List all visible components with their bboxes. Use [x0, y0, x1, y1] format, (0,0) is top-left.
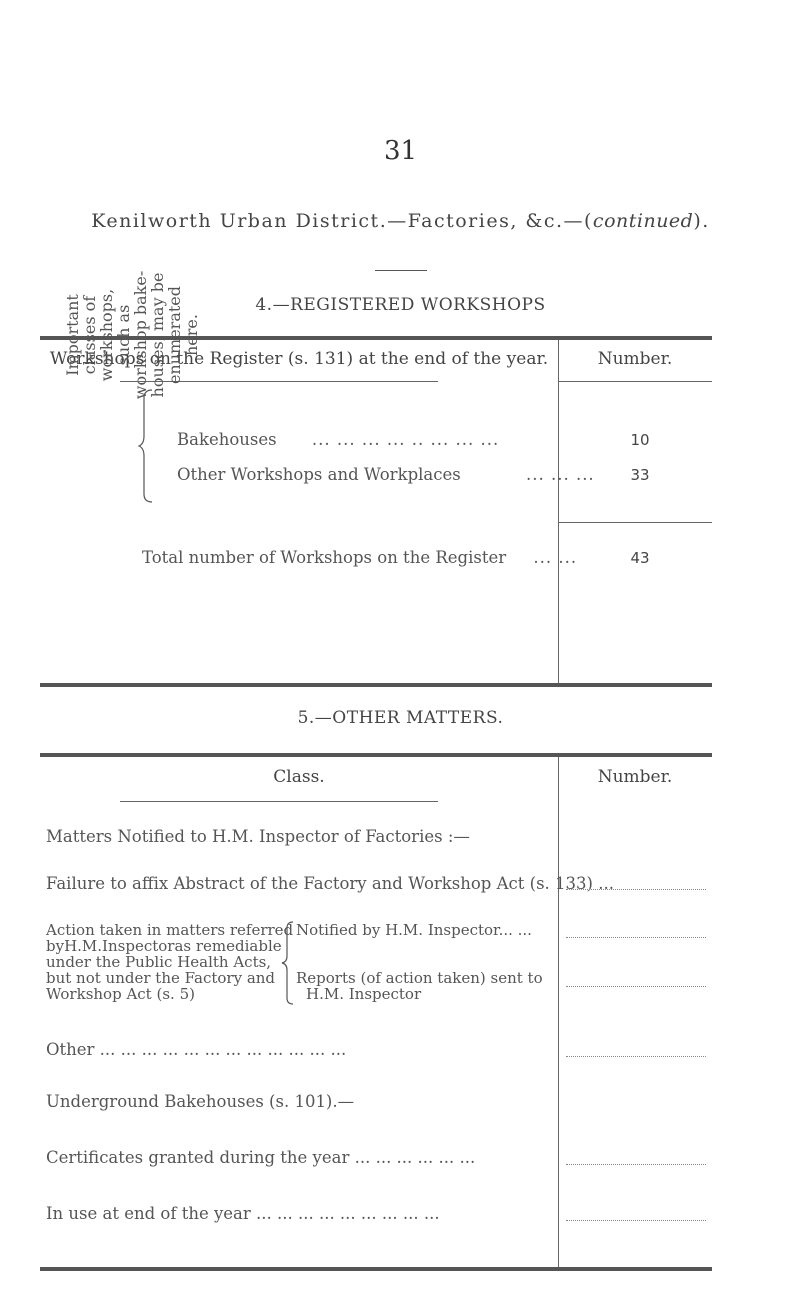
- section4-bottom-rule: [40, 683, 712, 687]
- row-in-use-value: [566, 1220, 706, 1221]
- section5-column-divider: [558, 757, 559, 1270]
- row-total-dots: ... ...: [533, 548, 578, 567]
- row-other-workshops-label: Other Workshops and Workplaces: [177, 465, 461, 484]
- row-reports-line-2: H.M. Inspector: [306, 985, 422, 1003]
- row-bakehouses-dots: ... ... ... ... .. ... ... ...: [311, 430, 500, 449]
- action-line-2: byH.M.Inspectoras remediable: [46, 937, 282, 955]
- section5-header-left: Class.: [273, 767, 325, 787]
- section4-header-rule-right: [558, 381, 712, 382]
- row-bakehouses-label: Bakehouses: [177, 430, 277, 449]
- row-reports: [296, 970, 543, 1002]
- section4-column-divider: [558, 340, 559, 686]
- heading-underground-bakehouses: Underground Bakehouses (s. 101).—: [46, 1092, 355, 1111]
- page-number: 31: [383, 136, 418, 166]
- action-taken-text: [46, 922, 293, 1002]
- row-certificates: Certificates granted during the year ... ... ... ... ... ...: [46, 1148, 476, 1167]
- section4-title: 4.—REGISTERED WORKSHOPS: [255, 295, 546, 315]
- title-rule: [375, 270, 427, 271]
- title-continued: continued: [592, 210, 694, 232]
- row-notified: Notified by H.M. Inspector... ...: [296, 921, 532, 939]
- action-line-5: Workshop Act (s. 5): [46, 985, 195, 1003]
- row-total: [142, 548, 577, 567]
- section5-header-right: Number.: [597, 767, 673, 787]
- row-certificates-value: [566, 1164, 706, 1165]
- heading-matters-notified: Matters Notified to H.M. Inspector of Factories :—: [46, 827, 470, 846]
- brace-icon: [281, 920, 295, 1006]
- row-reports-line-1: Reports (of action taken) sent to: [296, 969, 543, 987]
- action-line-3: under the Public Health Acts,: [46, 953, 272, 971]
- row-failure-to-affix: Failure to affix Abstract of the Factory and Workshop Act (s. 133) ...: [46, 874, 614, 893]
- action-line-4: but not under the Factory and: [46, 969, 276, 987]
- row-in-use: In use at end of the year ... ... ... ... ... ... ... ... ...: [46, 1204, 440, 1223]
- action-line-1: Action taken in matters referred: [46, 921, 294, 939]
- row-total-value: 43: [630, 549, 650, 567]
- section4-header-right: Number.: [597, 349, 673, 369]
- row-failure-value: [566, 889, 706, 890]
- title-main: Kenilworth Urban District.—Factories, &c.—(: [91, 210, 593, 232]
- row-other-workshops-dots: ... ... ...: [525, 465, 595, 484]
- section5-bottom-rule: [40, 1267, 712, 1271]
- title-end: ).: [693, 210, 710, 232]
- section5-header-rule: [120, 801, 438, 802]
- section4-header-left: Workshops on the Register (s. 131) at the end of the year.: [49, 349, 549, 369]
- side-label-text: Important classes of workshops, such as workshop bake-houses, may be enumerated here.: [63, 270, 201, 400]
- page-title: [0, 210, 801, 232]
- row-bakehouses: [177, 430, 499, 449]
- row-bakehouses-value: 10: [630, 431, 650, 449]
- row-total-label: Total number of Workshops on the Register: [142, 548, 507, 567]
- section5-title: 5.—OTHER MATTERS.: [297, 708, 504, 728]
- row-other-workshops: [177, 465, 595, 484]
- row-notified-value: [566, 937, 706, 938]
- row-other-workshops-value: 33: [630, 466, 650, 484]
- row-reports-value: [566, 986, 706, 987]
- section5-top-rule: [40, 753, 712, 757]
- brace-icon: [138, 386, 158, 506]
- section4-total-rule: [558, 522, 712, 523]
- row-other: Other ... ... ... ... ... ... ... ... ... ... ... ...: [46, 1040, 347, 1059]
- row-other-value: [566, 1056, 706, 1057]
